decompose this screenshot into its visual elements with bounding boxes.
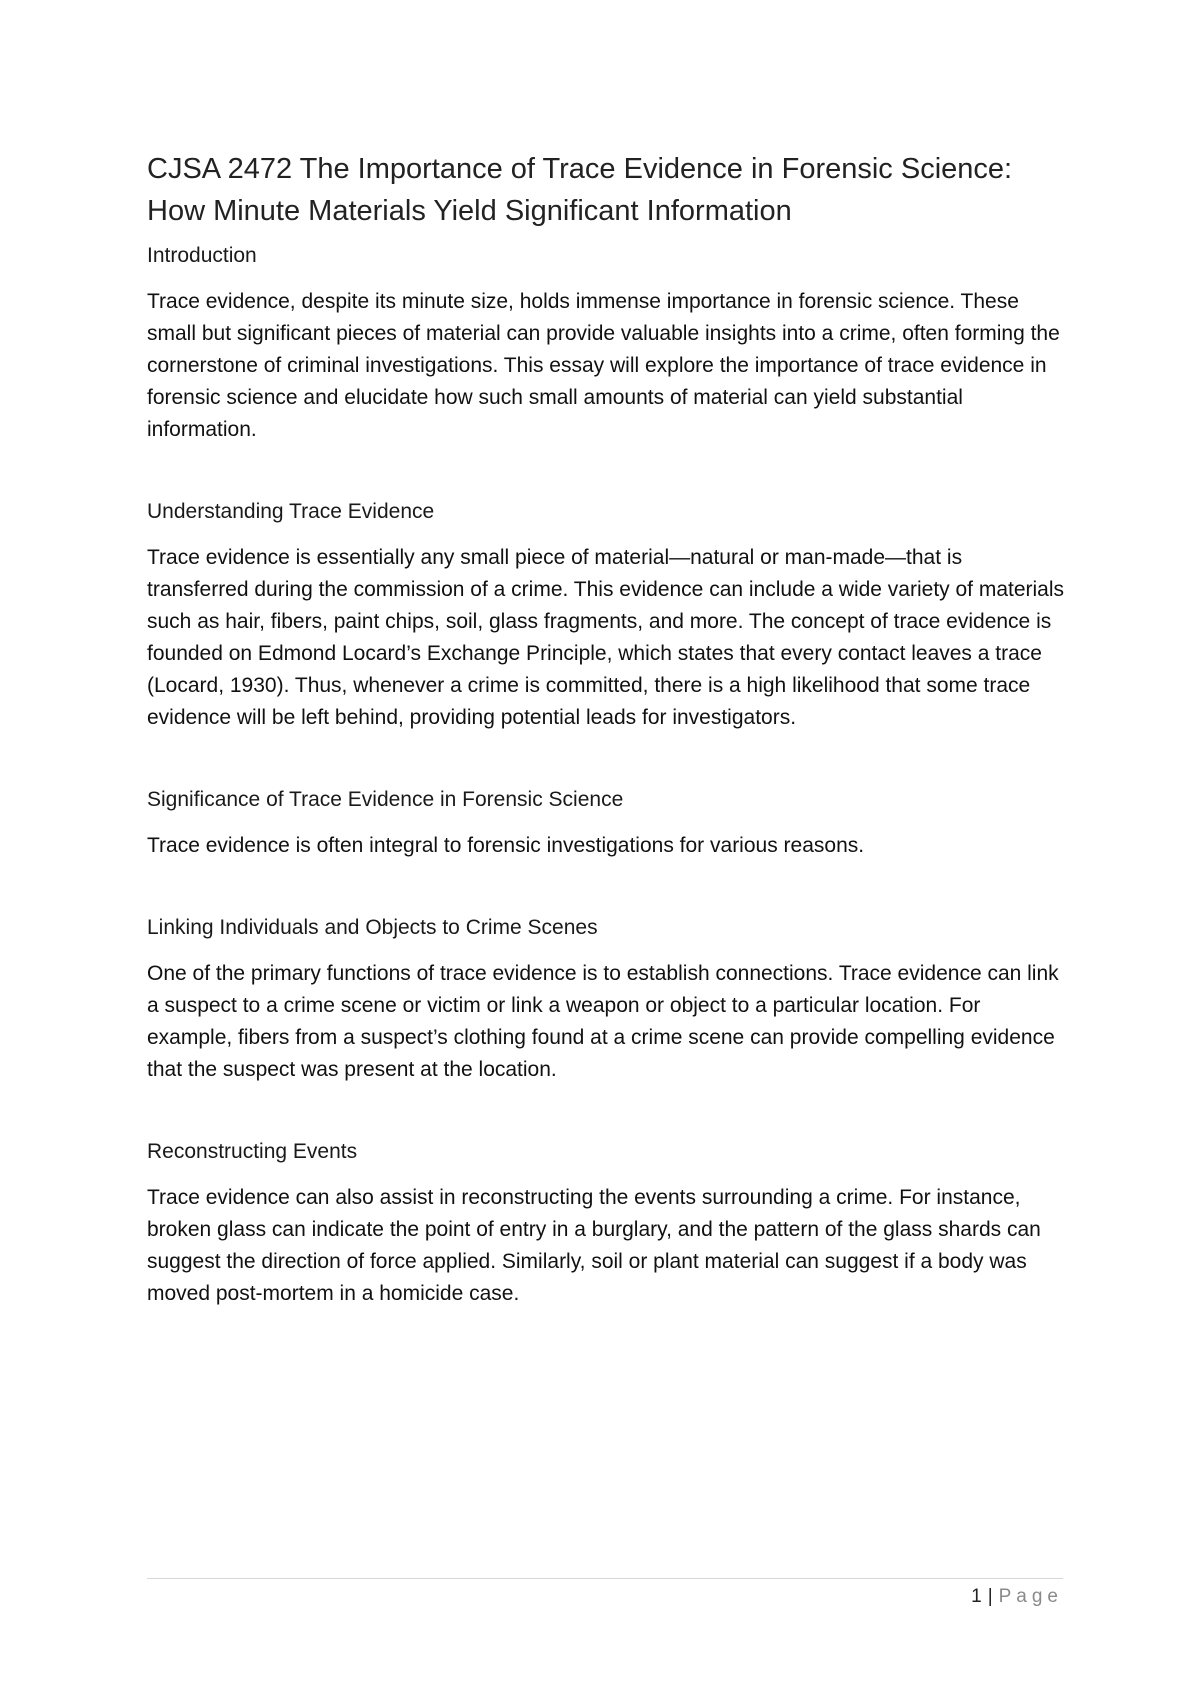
section-heading: Reconstructing Events <box>147 1140 358 1163</box>
section-significance <box>147 786 1067 862</box>
section-introduction <box>147 242 1067 446</box>
section-reconstructing-events <box>147 1138 1067 1310</box>
page-label: Page <box>998 1586 1063 1607</box>
footer-divider <box>147 1578 1063 1579</box>
section-understanding-trace-evidence <box>147 498 1067 734</box>
document-title <box>147 148 1067 232</box>
section-paragraph: Trace evidence, despite its minute size, holds immense importance in forensic science. These small but significant pieces of material can provide valuable insights into a crime, often forming the cornerstone of criminal investigations. This essay will explore the importance of trace evidence in forensic science and elucidate how such small amounts of material can yield substantial information. <box>147 290 1060 441</box>
section-heading: Introduction <box>147 244 257 267</box>
section-paragraph: Trace evidence can also assist in reconstructing the events surrounding a crime. For instance, broken glass can indicate the point of entry in a burglary, and the pattern of the glass shards can suggest the direction of force applied. Similarly, soil or plant material can suggest if a body was moved post-mortem in a homicide case. <box>147 1186 1041 1305</box>
section-heading: Significance of Trace Evidence in Forensic Science <box>147 788 624 811</box>
section-heading: Understanding Trace Evidence <box>147 500 435 523</box>
document-title-line-2: How Minute Materials Yield Significant Information <box>147 195 792 227</box>
section-heading: Linking Individuals and Objects to Crime Scenes <box>147 916 598 939</box>
document-title-line-1: CJSA 2472 The Importance of Trace Evidence in Forensic Science: <box>147 153 1013 185</box>
page-number: 1 <box>971 1586 982 1607</box>
footer-separator: | <box>987 1586 993 1607</box>
section-paragraph: Trace evidence is often integral to forensic investigations for various reasons. <box>147 834 865 857</box>
page-footer <box>971 1584 1063 1610</box>
document-body <box>147 148 1067 1310</box>
section-paragraph: One of the primary functions of trace evidence is to establish connections. Trace evidence can link a suspect to a crime scene or victim or link a weapon or object to a particular location. For example, fibers from a suspect’s clothing found at a crime scene can provide compelling evidence that the suspect was present at the location. <box>147 962 1059 1081</box>
section-paragraph: Trace evidence is essentially any small piece of material—natural or man-made—that is transferred during the commission of a crime. This evidence can include a wide variety of materials such as hair, fibers, paint chips, soil, glass fragments, and more. The concept of trace evidence is founded on Edmond Locard’s Exchange Principle, which states that every contact leaves a trace (Locard, 1930). Thus, whenever a crime is committed, there is a high likelihood that some trace evidence will be left behind, providing potential leads for investigators. <box>147 546 1065 729</box>
section-linking-individuals <box>147 914 1067 1086</box>
